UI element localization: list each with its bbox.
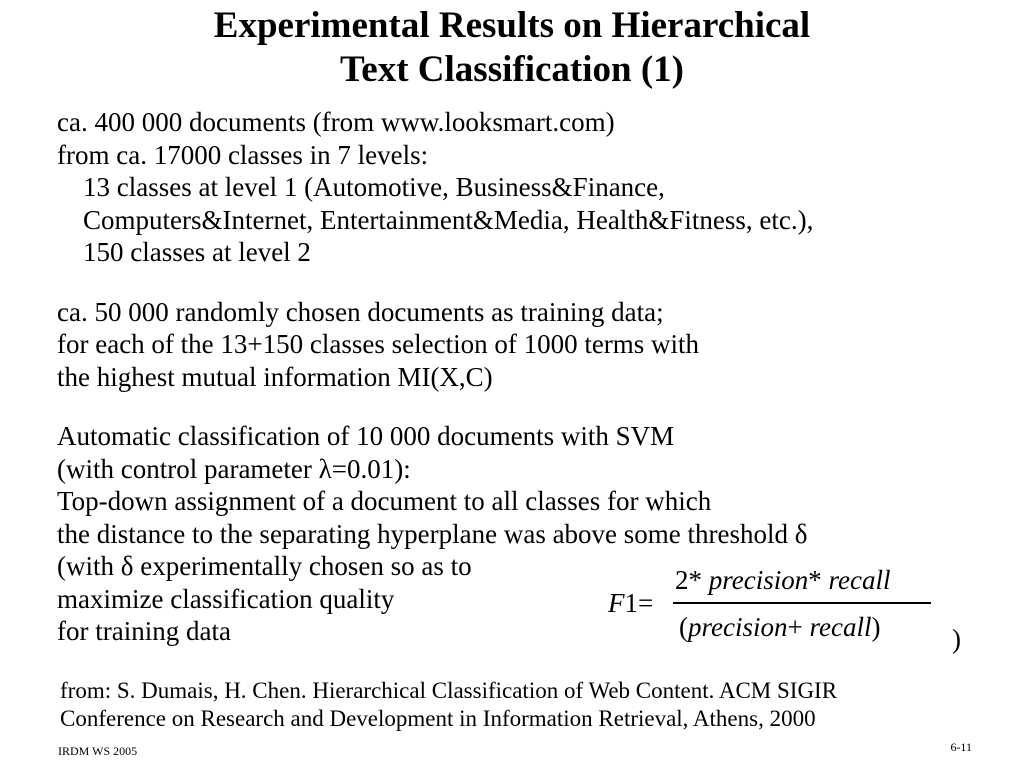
classification-line: Top-down assignment of a document to all classes for which (57, 486, 712, 516)
classification-line: (with δ experimentally chosen so as to (57, 551, 472, 581)
dataset-line: from ca. 17000 classes in 7 levels: (57, 139, 429, 170)
training-paragraph (57, 296, 1017, 394)
formula-precision-term: precision (708, 565, 809, 595)
dataset-paragraph (57, 106, 1017, 269)
formula-recall-term: recall (809, 612, 872, 642)
formula-close-paren: ) (871, 612, 881, 642)
formula-open-paren: ( (679, 612, 688, 642)
source-citation (60, 677, 1020, 733)
formula-f-variable: F (608, 588, 625, 618)
classification-line: Automatic classification of 10 000 documents with SVM (57, 421, 675, 451)
footer-course-label: IRDM WS 2005 (58, 744, 138, 758)
formula-closing-paren: ) (952, 624, 961, 654)
training-line: ca. 50 000 randomly chosen documents as training data; (57, 296, 664, 327)
formula-numerator (675, 565, 890, 596)
paragraph-spacer (57, 269, 1017, 296)
slide-title-line-2: Text Classification (1) (340, 49, 684, 90)
formula-precision-term: precision (688, 612, 788, 642)
footer-page-number: 6-11 (950, 740, 972, 754)
dataset-line: 150 classes at level 2 (83, 237, 311, 267)
fraction-bar (673, 602, 931, 604)
citation-line: Conference on Research and Development in Information Retrieval, Athens, 2000 (60, 706, 816, 731)
formula-coefficient: 2* (675, 565, 702, 595)
classification-line: maximize classification quality (57, 583, 395, 614)
classification-line: the distance to the separating hyperplane was above some threshold δ (57, 518, 808, 549)
classification-line: for training data (57, 616, 231, 646)
formula-lhs (608, 588, 653, 619)
slide-title-line-1: Experimental Results on Hierarchical (213, 5, 811, 46)
formula-plus: + (787, 612, 803, 642)
formula-lhs-rest: 1= (624, 588, 654, 618)
dataset-line: Computers&Internet, Entertainment&Media, Health&Fitness, etc.), (83, 204, 814, 235)
f1-formula (600, 562, 970, 662)
dataset-line: 13 classes at level 1 (Automotive, Business&Finance, (83, 172, 665, 202)
slide-title (0, 4, 1024, 92)
formula-recall-term: recall (828, 565, 891, 595)
paragraph-spacer (57, 393, 1017, 420)
formula-denominator (679, 612, 880, 643)
training-line: for each of the 13+150 classes selection of 1000 terms with (57, 329, 700, 359)
classification-line: (with control parameter λ=0.01): (57, 453, 411, 484)
training-line: the highest mutual information MI(X,C) (57, 361, 493, 392)
citation-line: from: S. Dumais, H. Chen. Hierarchical Classification of Web Content. ACM SIGIR (60, 678, 838, 703)
formula-multiply: * (808, 565, 822, 595)
dataset-line: ca. 400 000 documents (from www.looksmart.com) (57, 107, 615, 137)
